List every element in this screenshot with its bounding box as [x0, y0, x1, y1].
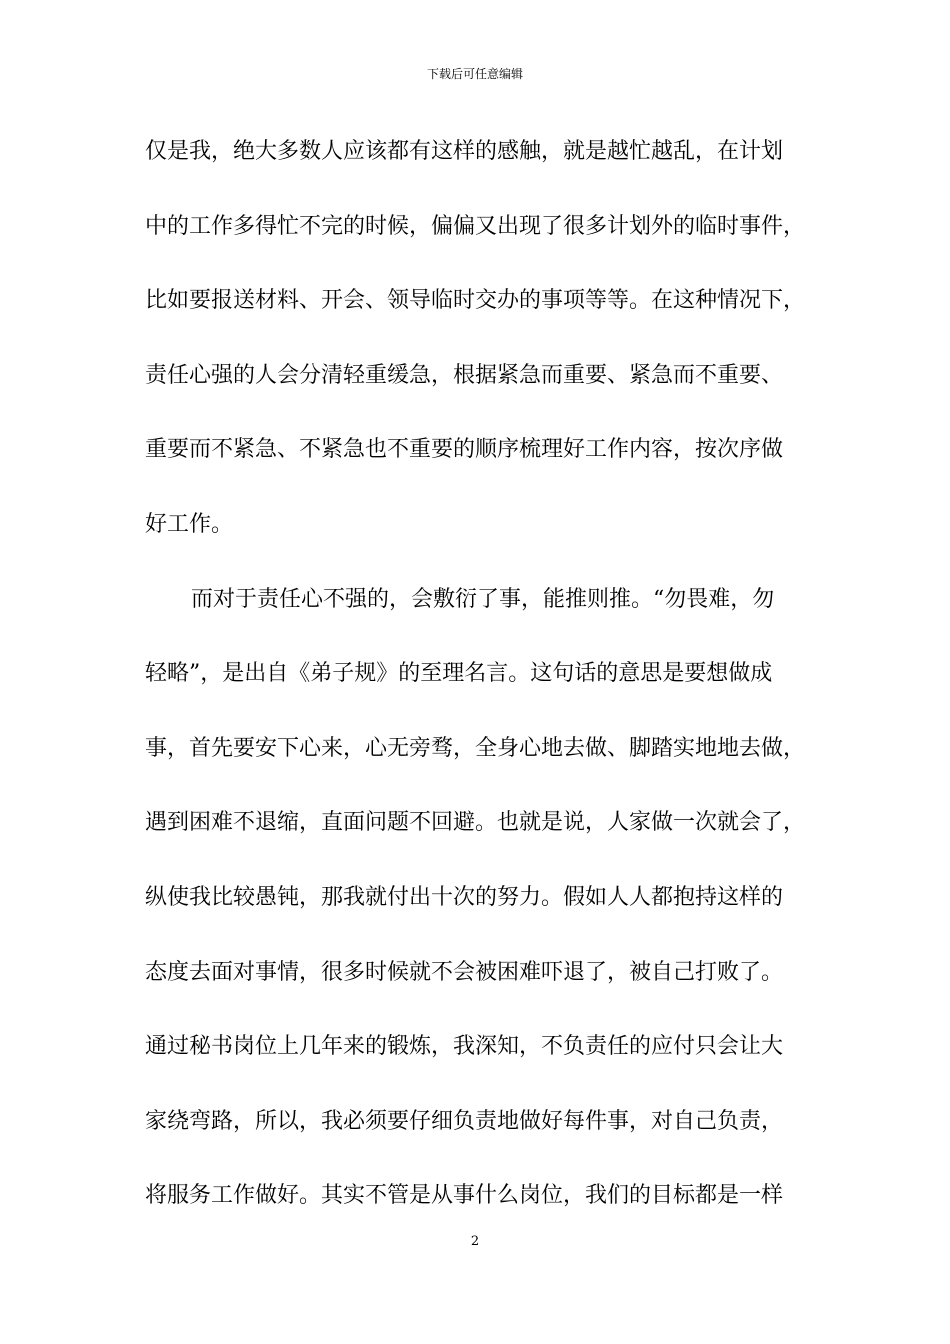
text-line: 责任心强的人会分清轻重缓急，根据紧急而重要、紧急而不重要、 — [145, 362, 784, 388]
text-line: 好工作。 — [145, 511, 234, 537]
text-line: 比如要报送材料、开会、领导临时交办的事项等等。在这种情况下， — [145, 288, 806, 314]
text-line: 事，首先要安下心来，心无旁骛，全身心地去做、脚踏实地地去做， — [145, 735, 806, 761]
text-line: 中的工作多得忙不完的时候，偏偏又出现了很多计划外的临时事件， — [145, 213, 806, 239]
text-line: 纵使我比较愚钝，那我就付出十次的努力。假如人人都抱持这样的 — [145, 884, 784, 910]
page-number: 2 — [470, 1234, 480, 1249]
document-body — [145, 136, 817, 1255]
text-line: 仅是我，绝大多数人应该都有这样的感触，就是越忙越乱，在计划 — [145, 139, 784, 164]
paragraph-start-line: 而对于责任心不强的，会敷衍了事，能推则推。“勿畏难，勿 — [191, 586, 775, 612]
text-line: 通过秘书岗位上几年来的锻炼，我深知，不负责任的应付只会让大 — [145, 1034, 784, 1060]
text-line: 家绕弯路，所以，我必须要仔细负责地做好每件事，对自己负责， — [145, 1108, 784, 1134]
text-line: 遇到困难不退缩，直面问题不回避。也就是说，人家做一次就会了， — [145, 810, 806, 836]
text-line: 重要而不紧急、不紧急也不重要的顺序梳理好工作内容，按次序做 — [145, 437, 784, 463]
text-line: 轻略”，是出自《弟子规》的至理名言。这句话的意思是要想做成 — [145, 661, 773, 687]
page-header: 下载后可任意编辑 — [426, 67, 523, 81]
text-line: 态度去面对事情，很多时候就不会被困难吓退了，被自己打败了。 — [145, 959, 784, 985]
text-line: 将服务工作做好。其实不管是从事什么岗位，我们的目标都是一样 — [145, 1183, 784, 1209]
